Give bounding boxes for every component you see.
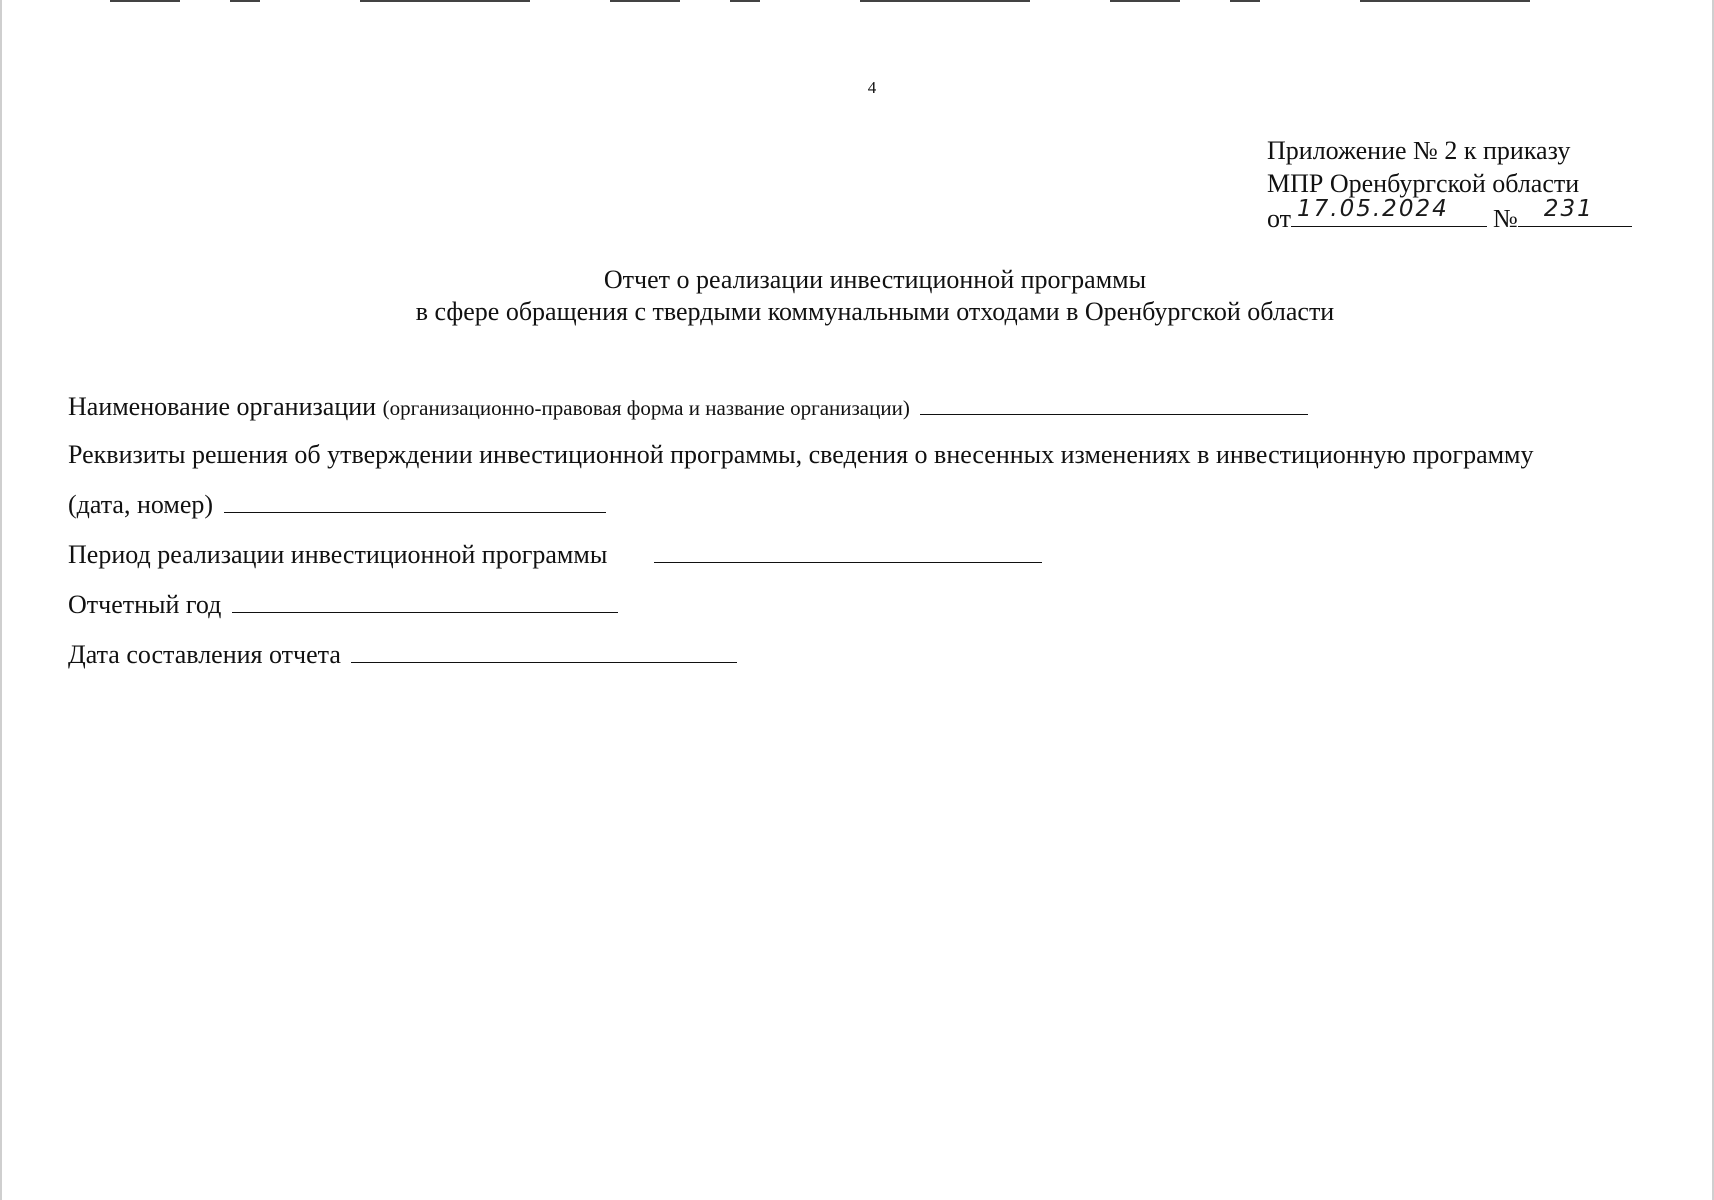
report-title bbox=[0, 264, 1714, 328]
org-name-blank bbox=[920, 394, 1308, 415]
field-decision-date bbox=[68, 490, 606, 520]
report-year-blank bbox=[232, 592, 618, 613]
field-report-year bbox=[68, 590, 618, 620]
decision-hint: (дата, номер) bbox=[68, 490, 214, 519]
annex-number-handwritten: 231 bbox=[1543, 196, 1594, 222]
org-name-label: Наименование организации bbox=[68, 392, 377, 421]
report-year-label: Отчетный год bbox=[68, 590, 222, 619]
annex-from-label: от bbox=[1267, 204, 1292, 233]
annex-number-field bbox=[1518, 196, 1632, 227]
annex-number-label: № bbox=[1493, 204, 1518, 233]
scan-left-edge bbox=[0, 0, 2, 1200]
field-report-date bbox=[68, 640, 737, 670]
period-blank bbox=[654, 542, 1042, 563]
annex-line-3 bbox=[1267, 196, 1632, 235]
annex-date-field bbox=[1291, 196, 1487, 227]
annex-line-2: МПР Оренбургской области bbox=[1267, 169, 1580, 198]
report-title-line-1: Отчет о реализации инвестиционной программы bbox=[603, 265, 1147, 294]
period-label: Период реализации инвестиционной программы bbox=[68, 540, 608, 569]
page-number: 4 bbox=[867, 78, 877, 97]
field-decision bbox=[68, 440, 1534, 470]
org-name-hint: (организационно-правовая форма и название организации) bbox=[382, 396, 910, 420]
annex-block bbox=[1267, 134, 1632, 235]
decision-blank bbox=[224, 492, 606, 513]
scan-top-edge bbox=[110, 0, 1574, 2]
annex-date-handwritten: 17.05.2024 bbox=[1297, 196, 1449, 222]
report-title-line-2: в сфере обращения с твердыми коммунальными отходами в Оренбургской области bbox=[415, 297, 1335, 326]
report-date-label: Дата составления отчета bbox=[68, 640, 341, 669]
report-date-blank bbox=[351, 642, 737, 663]
annex-line-1: Приложение № 2 к приказу bbox=[1267, 136, 1571, 165]
decision-label: Реквизиты решения об утверждении инвестиционной программы, сведения о внесенных изменениях в инвестиционную программу bbox=[68, 440, 1534, 469]
field-period bbox=[68, 540, 1042, 570]
field-org-name bbox=[68, 392, 1308, 422]
